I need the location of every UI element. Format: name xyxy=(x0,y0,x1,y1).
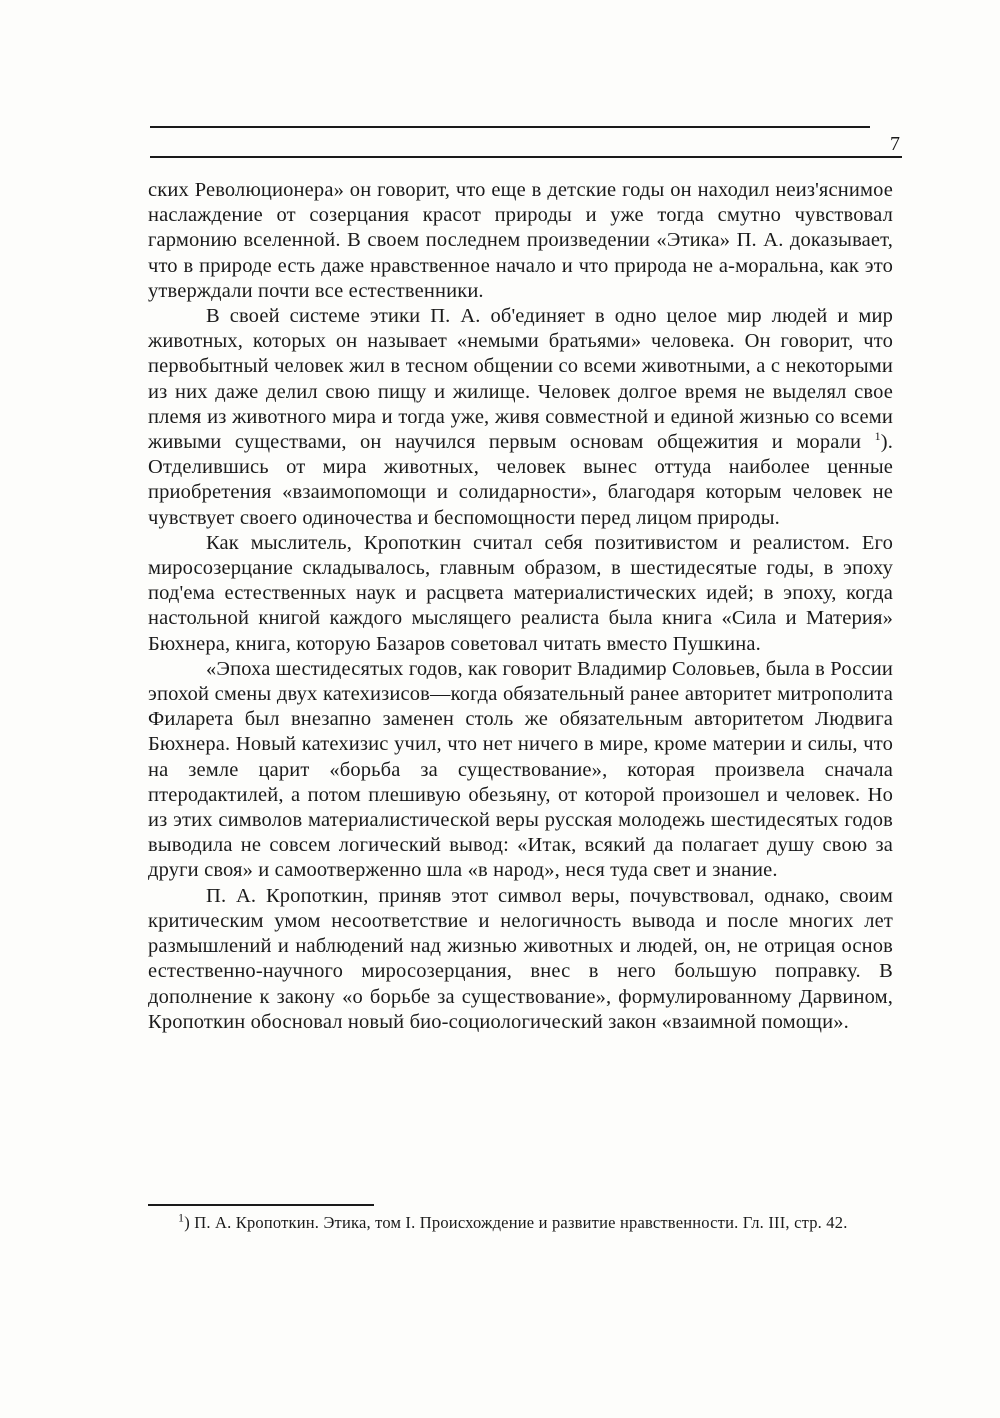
page-number: 7 xyxy=(890,133,900,155)
paragraph-2-text-a: В своей системе этики П. А. об'единяет в одно целое мир людей и мир животных, которых он называет «немыми братьями» человека. Он говорит, что первобытный человек жил в тесном общении со всеми животными, а с некоторыми из них даже делил свою пищу и жилище. Человек долгое время не выделял свое племя из животного мира и тогда уже, живя совместной и единой жизнью со всеми живыми существами, он научился первым основам общежития и морали xyxy=(148,305,893,454)
main-text xyxy=(148,178,893,1035)
paragraph-4: «Эпоха шестидесятых годов, как говорит Владимир Соловьев, была в России эпохой смены двух катехизисов—когда обязательный ранее авторитет митрополита Филарета был внезапно заменен столь же обязательным авторитетом Людвига Бюхнера. Новый катехизис учил, что нет ничего в мире, кроме материи и силы, что на земле царит «борьба за существование», которая произвела сначала птеродактилей, а потом плешивую обезьяну, от которой произошел и человек. Но из этих символов материалистической веры русская молодежь шестидесятых годов выводила не совсем логический вывод: «Итак, всякий да полагает душу свою за други своя» и самоотверженно шла «в народ», неся туда свет и знание. xyxy=(148,657,893,882)
paragraph-2 xyxy=(148,304,893,531)
footnote-body: ) П. А. Кропоткин. Этика, том I. Происхождение и развитие нравственности. Гл. III, стр. 42. xyxy=(184,1213,848,1232)
footnote xyxy=(148,1212,893,1234)
paragraph-2-text-b: ). Отделившись от мира животных, человек вынес оттуда наиболее ценные приобретения «взаимопомощи и солидарности», благодаря которым человек не чувствует своего одиночества и беспомощности перед лицом природы. xyxy=(148,431,894,529)
footnote-marker: 1 xyxy=(178,1210,185,1225)
footnote-text xyxy=(148,1212,893,1234)
footnote-separator xyxy=(148,1204,374,1206)
paragraph-3: Как мыслитель, Кропоткин считал себя позитивистом и реалистом. Его миросозерцание складывалось, главным образом, в шестидесятые годы, в эпоху под'ема естественных наук и расцвета материалистических идей; в эпоху, когда настольной книгой каждого мыслящего реалиста была книга «Сила и Материя» Бюхнера, книга, которую Базаров советовал читать вместо Пушкина. xyxy=(148,531,893,655)
header-rule-top xyxy=(150,126,870,128)
header-rule-bottom xyxy=(150,156,902,158)
paragraph-5: П. А. Кропоткин, приняв этот символ веры, почувствовал, однако, своим критическим умом несоответствие и нелогичность вывода и после многих лет размышлений и наблюдений над жизнью животных и людей, он, не отрицая основ естественно-научного миросозерцания, внес в него большую поправку. В дополнение к закону «о борьбе за существование», формулированному Дарвином, Кропоткин обосновал новый био-социологический закон «взаимной помощи». xyxy=(148,884,893,1033)
footnote-reference: 1 xyxy=(874,429,881,444)
paragraph-1: ских Революционера» он говорит, что еще в детские годы он находил неиз'яснимое наслаждение от созерцания красот природы и уже тогда смутно чувствовал гармонию вселенной. В своем последнем произведении «Этика» П. А. доказывает, что в природе есть даже нравственное начало и что природа не а-моральна, как это утверждали почти все естественники. xyxy=(148,179,893,302)
